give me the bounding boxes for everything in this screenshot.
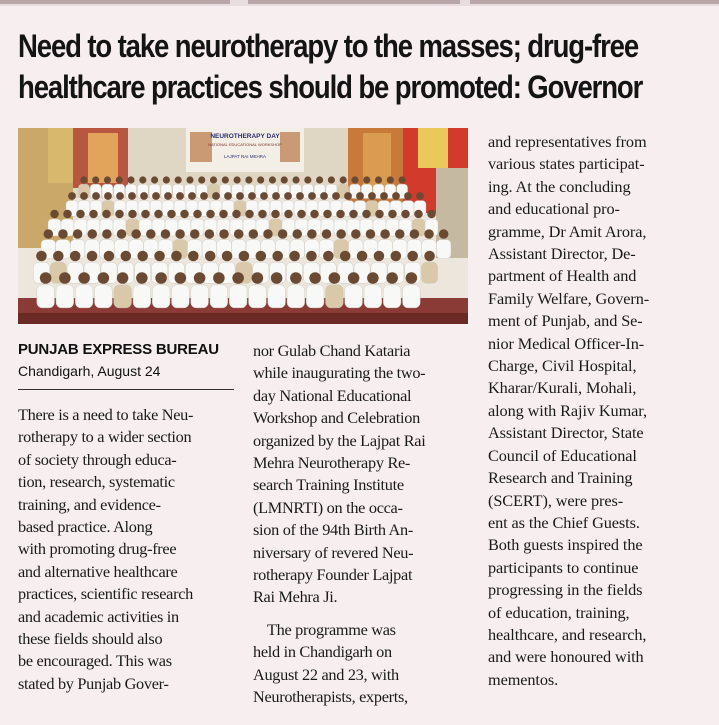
byline-bureau: PUNJAB EXPRESS BUREAU bbox=[18, 341, 219, 358]
person-body bbox=[37, 285, 55, 308]
person-head bbox=[271, 272, 283, 284]
person-head bbox=[151, 176, 158, 183]
person-head bbox=[161, 229, 171, 239]
person-head bbox=[59, 272, 71, 284]
person-head bbox=[76, 210, 85, 219]
person-head bbox=[424, 229, 434, 239]
text-line: along with Rajiv Kumar, bbox=[488, 400, 647, 420]
text-line: nior Medical Officer-In- bbox=[488, 333, 645, 353]
person-head bbox=[53, 251, 64, 262]
person-body bbox=[287, 285, 305, 308]
person-head bbox=[92, 176, 99, 183]
person-head bbox=[73, 229, 83, 239]
person-head bbox=[308, 192, 316, 200]
text-line: various states participat- bbox=[488, 154, 645, 174]
person-head bbox=[395, 229, 405, 239]
person-head bbox=[102, 229, 112, 239]
person-head bbox=[80, 176, 87, 183]
text-line: practices, scientific research bbox=[18, 584, 193, 604]
person-body bbox=[249, 285, 267, 308]
person-head bbox=[297, 210, 306, 219]
person-head bbox=[222, 251, 233, 262]
person-head bbox=[188, 192, 196, 200]
person-body bbox=[306, 285, 324, 308]
person-head bbox=[410, 229, 420, 239]
text-line: of education, training, bbox=[488, 602, 630, 622]
person-head bbox=[104, 176, 111, 183]
person-head bbox=[332, 192, 340, 200]
person-body bbox=[95, 285, 113, 308]
person-head bbox=[284, 210, 293, 219]
person-head bbox=[186, 176, 193, 183]
text-line: Neurotherapists, experts, bbox=[253, 687, 408, 707]
person-head bbox=[219, 229, 229, 239]
person-head bbox=[198, 176, 205, 183]
person-head bbox=[351, 229, 361, 239]
person-head bbox=[117, 272, 129, 284]
person-body bbox=[364, 285, 382, 308]
text-line: Council of Educational bbox=[488, 445, 637, 465]
person-head bbox=[63, 210, 72, 219]
person-head bbox=[80, 192, 88, 200]
person-head bbox=[128, 192, 136, 200]
text-line: ment of Punjab, and Se- bbox=[488, 311, 643, 331]
person-head bbox=[336, 229, 346, 239]
person-head bbox=[375, 176, 382, 183]
person-head bbox=[316, 176, 323, 183]
person-head bbox=[136, 272, 148, 284]
text-line: niversary of revered Neu- bbox=[253, 542, 414, 562]
person-body bbox=[326, 285, 344, 308]
person-head bbox=[281, 176, 288, 183]
banner-subtitle: NATIONAL EDUCATIONAL WORKSHOP bbox=[208, 142, 282, 147]
person-head bbox=[236, 192, 244, 200]
text-line: There is a need to take Neu- bbox=[18, 405, 194, 424]
person-head bbox=[258, 210, 267, 219]
person-head bbox=[176, 192, 184, 200]
banner-name: LAJPAT RAI MEHRA bbox=[223, 154, 267, 159]
column-2 bbox=[253, 340, 473, 709]
person-head bbox=[234, 229, 244, 239]
person-head bbox=[224, 192, 232, 200]
person-body bbox=[75, 285, 93, 308]
text-line: with promoting drug-free bbox=[18, 539, 177, 559]
person-head bbox=[154, 251, 165, 262]
person-head bbox=[194, 272, 206, 284]
person-head bbox=[128, 210, 137, 219]
text-line: Assistant Director, State bbox=[488, 423, 644, 443]
person-head bbox=[292, 229, 302, 239]
top-strip-segment bbox=[470, 0, 719, 4]
person-head bbox=[205, 251, 216, 262]
person-body bbox=[191, 285, 209, 308]
person-head bbox=[439, 229, 449, 239]
person-head bbox=[322, 229, 332, 239]
person-head bbox=[116, 192, 124, 200]
person-body bbox=[210, 285, 228, 308]
column-3 bbox=[488, 131, 710, 691]
person-head bbox=[269, 176, 276, 183]
text-line: training, and evidence- bbox=[18, 494, 161, 514]
person-body bbox=[422, 262, 438, 283]
person-head bbox=[387, 176, 394, 183]
text-line: ent as the Chief Guests. bbox=[488, 512, 640, 532]
person-head bbox=[92, 192, 100, 200]
person-head bbox=[175, 229, 185, 239]
person-head bbox=[78, 272, 90, 284]
text-line: be encouraged. This was bbox=[18, 651, 172, 671]
person-head bbox=[323, 210, 332, 219]
person-head bbox=[310, 210, 319, 219]
person-head bbox=[188, 251, 199, 262]
text-line: and were honoured with bbox=[488, 647, 644, 667]
person-head bbox=[340, 251, 351, 262]
text-line: August 22 and 23, with bbox=[253, 664, 399, 684]
text-line: mementos. bbox=[488, 669, 559, 689]
text-line: (LMNRTI) on the occa- bbox=[253, 497, 403, 517]
text-line: organized by the Lajpat Rai bbox=[253, 430, 426, 450]
group-photo bbox=[18, 128, 468, 324]
person-head bbox=[87, 251, 98, 262]
text-line: rotherapy to a wider section bbox=[18, 427, 192, 447]
person-head bbox=[193, 210, 202, 219]
top-strip-segment bbox=[0, 0, 230, 4]
person-head bbox=[245, 210, 254, 219]
text-line: Workshop and Celebration bbox=[253, 408, 420, 428]
text-line: tion, research, systematic bbox=[18, 472, 175, 492]
column-1 bbox=[18, 404, 238, 695]
text-line: (SCERT), were pres- bbox=[488, 490, 624, 510]
person-head bbox=[222, 176, 229, 183]
byline-place-date: Chandigarh, August 24 bbox=[18, 363, 161, 379]
person-head bbox=[272, 251, 283, 262]
text-line: while inaugurating the two- bbox=[253, 363, 426, 383]
person-head bbox=[190, 229, 200, 239]
person-head bbox=[357, 251, 368, 262]
person-head bbox=[44, 229, 54, 239]
person-head bbox=[388, 210, 397, 219]
person-head bbox=[68, 192, 76, 200]
text-line: Research and Training bbox=[488, 468, 633, 488]
person-body bbox=[152, 285, 170, 308]
text-line: gramme, Dr Amit Arora, bbox=[488, 221, 647, 241]
person-head bbox=[320, 192, 328, 200]
headline bbox=[18, 26, 643, 108]
person-head bbox=[386, 272, 398, 284]
person-body bbox=[172, 285, 190, 308]
person-head bbox=[213, 272, 225, 284]
person-head bbox=[248, 192, 256, 200]
text-line: held in Chandigarh on bbox=[253, 642, 392, 662]
person-head bbox=[363, 176, 370, 183]
person-head bbox=[175, 272, 187, 284]
person-head bbox=[290, 272, 302, 284]
person-head bbox=[127, 176, 134, 183]
person-head bbox=[392, 192, 400, 200]
person-head bbox=[104, 192, 112, 200]
person-head bbox=[171, 251, 182, 262]
person-head bbox=[271, 210, 280, 219]
person-head bbox=[252, 272, 264, 284]
text-line: nor Gulab Chand Kataria bbox=[253, 341, 411, 360]
text-line: healthcare, and research, bbox=[488, 624, 647, 644]
person-head bbox=[249, 229, 259, 239]
text-line: and academic activities in bbox=[18, 606, 179, 626]
person-head bbox=[306, 251, 317, 262]
person-head bbox=[406, 272, 418, 284]
person-head bbox=[164, 192, 172, 200]
person-body bbox=[383, 285, 401, 308]
text-line: and educational pro- bbox=[488, 199, 620, 219]
person-head bbox=[175, 176, 182, 183]
person-head bbox=[212, 192, 220, 200]
person-head bbox=[263, 229, 273, 239]
person-head bbox=[40, 272, 52, 284]
person-head bbox=[356, 192, 364, 200]
person-head bbox=[272, 192, 280, 200]
person-body bbox=[229, 285, 247, 308]
headline-line-1: Need to take neurotherapy to the masses; drug-free bbox=[18, 28, 639, 64]
person-head bbox=[362, 210, 371, 219]
person-head bbox=[104, 251, 115, 262]
person-body bbox=[403, 285, 421, 308]
text-line: Rai Mehra Ji. bbox=[253, 587, 338, 607]
person-head bbox=[87, 229, 97, 239]
person-head bbox=[89, 210, 98, 219]
person-head bbox=[232, 210, 241, 219]
person-head bbox=[401, 210, 410, 219]
text-line: sion of the 94th Birth An- bbox=[253, 520, 413, 540]
person-head bbox=[146, 229, 156, 239]
person-head bbox=[284, 192, 292, 200]
person-head bbox=[206, 210, 215, 219]
person-head bbox=[348, 272, 360, 284]
text-line: ing. At the concluding bbox=[488, 176, 631, 196]
text-line: Assistant Director, De- bbox=[488, 244, 636, 264]
person-head bbox=[131, 229, 141, 239]
person-head bbox=[349, 210, 358, 219]
person-head bbox=[50, 210, 59, 219]
person-head bbox=[239, 251, 250, 262]
text-line: and alternative healthcare bbox=[18, 561, 178, 581]
text-line: search Training Institute bbox=[253, 475, 404, 495]
person-head bbox=[121, 251, 132, 262]
text-line: Both guests inspired the bbox=[488, 535, 643, 555]
person-head bbox=[340, 176, 347, 183]
person-head bbox=[137, 251, 148, 262]
person-head bbox=[427, 210, 436, 219]
person-head bbox=[115, 210, 124, 219]
person-head bbox=[154, 210, 163, 219]
person-head bbox=[152, 192, 160, 200]
person-head bbox=[380, 192, 388, 200]
text-line: The programme was bbox=[267, 619, 396, 639]
person-head bbox=[336, 210, 345, 219]
person-head bbox=[219, 210, 228, 219]
text-line: participants to continue bbox=[488, 557, 639, 577]
banner-title: NEUROTHERAPY DAY bbox=[210, 133, 280, 140]
text-line: stated by Punjab Gover- bbox=[18, 673, 169, 693]
person-head bbox=[116, 176, 123, 183]
text-line: partment of Health and bbox=[488, 266, 637, 286]
person-head bbox=[205, 229, 215, 239]
person-head bbox=[374, 251, 385, 262]
person-head bbox=[141, 210, 150, 219]
text-line: based practice. Along bbox=[18, 517, 153, 537]
person-head bbox=[407, 251, 418, 262]
person-head bbox=[139, 176, 146, 183]
person-head bbox=[163, 176, 170, 183]
person-head bbox=[289, 251, 300, 262]
person-head bbox=[98, 272, 110, 284]
person-head bbox=[232, 272, 244, 284]
person-head bbox=[309, 272, 321, 284]
text-line: of society through educa- bbox=[18, 449, 177, 469]
person-head bbox=[155, 272, 167, 284]
person-body bbox=[133, 285, 151, 308]
person-head bbox=[296, 192, 304, 200]
person-head bbox=[257, 176, 264, 183]
person-head bbox=[375, 210, 384, 219]
crowd bbox=[33, 176, 451, 307]
text-line: progressing in the fields bbox=[488, 580, 643, 600]
person-head bbox=[117, 229, 127, 239]
text-line: Charge, Civil Hospital, bbox=[488, 356, 637, 376]
person-head bbox=[36, 251, 47, 262]
person-head bbox=[424, 251, 435, 262]
person-head bbox=[210, 176, 217, 183]
person-head bbox=[256, 251, 267, 262]
top-strip bbox=[0, 0, 719, 6]
person-head bbox=[328, 176, 335, 183]
person-head bbox=[70, 251, 81, 262]
headline-line-2: healthcare practices should be promoted: Governor bbox=[18, 69, 643, 105]
text-line: rotherapy Founder Lajpat bbox=[253, 565, 413, 585]
top-strip-segment bbox=[248, 0, 460, 4]
person-head bbox=[329, 272, 341, 284]
person-head bbox=[367, 272, 379, 284]
person-head bbox=[344, 192, 352, 200]
person-body bbox=[268, 285, 286, 308]
person-head bbox=[167, 210, 176, 219]
person-head bbox=[200, 192, 208, 200]
text-line: these fields should also bbox=[18, 629, 163, 649]
person-body bbox=[436, 240, 451, 259]
paragraph-gap bbox=[253, 609, 473, 619]
person-head bbox=[180, 210, 189, 219]
person-body bbox=[56, 285, 74, 308]
text-line: day National Educational bbox=[253, 385, 412, 405]
text-line: Kharar/Kurali, Mohali, bbox=[488, 378, 637, 398]
byline-rule bbox=[18, 389, 234, 390]
person-head bbox=[391, 251, 402, 262]
person-head bbox=[278, 229, 288, 239]
person-head bbox=[404, 192, 412, 200]
person-body bbox=[114, 285, 132, 308]
person-body bbox=[345, 285, 363, 308]
person-head bbox=[366, 229, 376, 239]
person-head bbox=[140, 192, 148, 200]
text-line: Mehra Neurotherapy Re- bbox=[253, 453, 411, 473]
person-head bbox=[368, 192, 376, 200]
text-line: Family Welfare, Govern- bbox=[488, 288, 650, 308]
person-head bbox=[307, 229, 317, 239]
person-head bbox=[380, 229, 390, 239]
person-head bbox=[292, 176, 299, 183]
person-head bbox=[304, 176, 311, 183]
person-head bbox=[234, 176, 241, 183]
person-head bbox=[399, 176, 406, 183]
person-head bbox=[416, 192, 424, 200]
person-head bbox=[245, 176, 252, 183]
person-head bbox=[260, 192, 268, 200]
person-head bbox=[351, 176, 358, 183]
person-head bbox=[323, 251, 334, 262]
person-head bbox=[414, 210, 423, 219]
text-line: and representatives from bbox=[488, 132, 647, 151]
person-head bbox=[102, 210, 111, 219]
person-head bbox=[58, 229, 68, 239]
